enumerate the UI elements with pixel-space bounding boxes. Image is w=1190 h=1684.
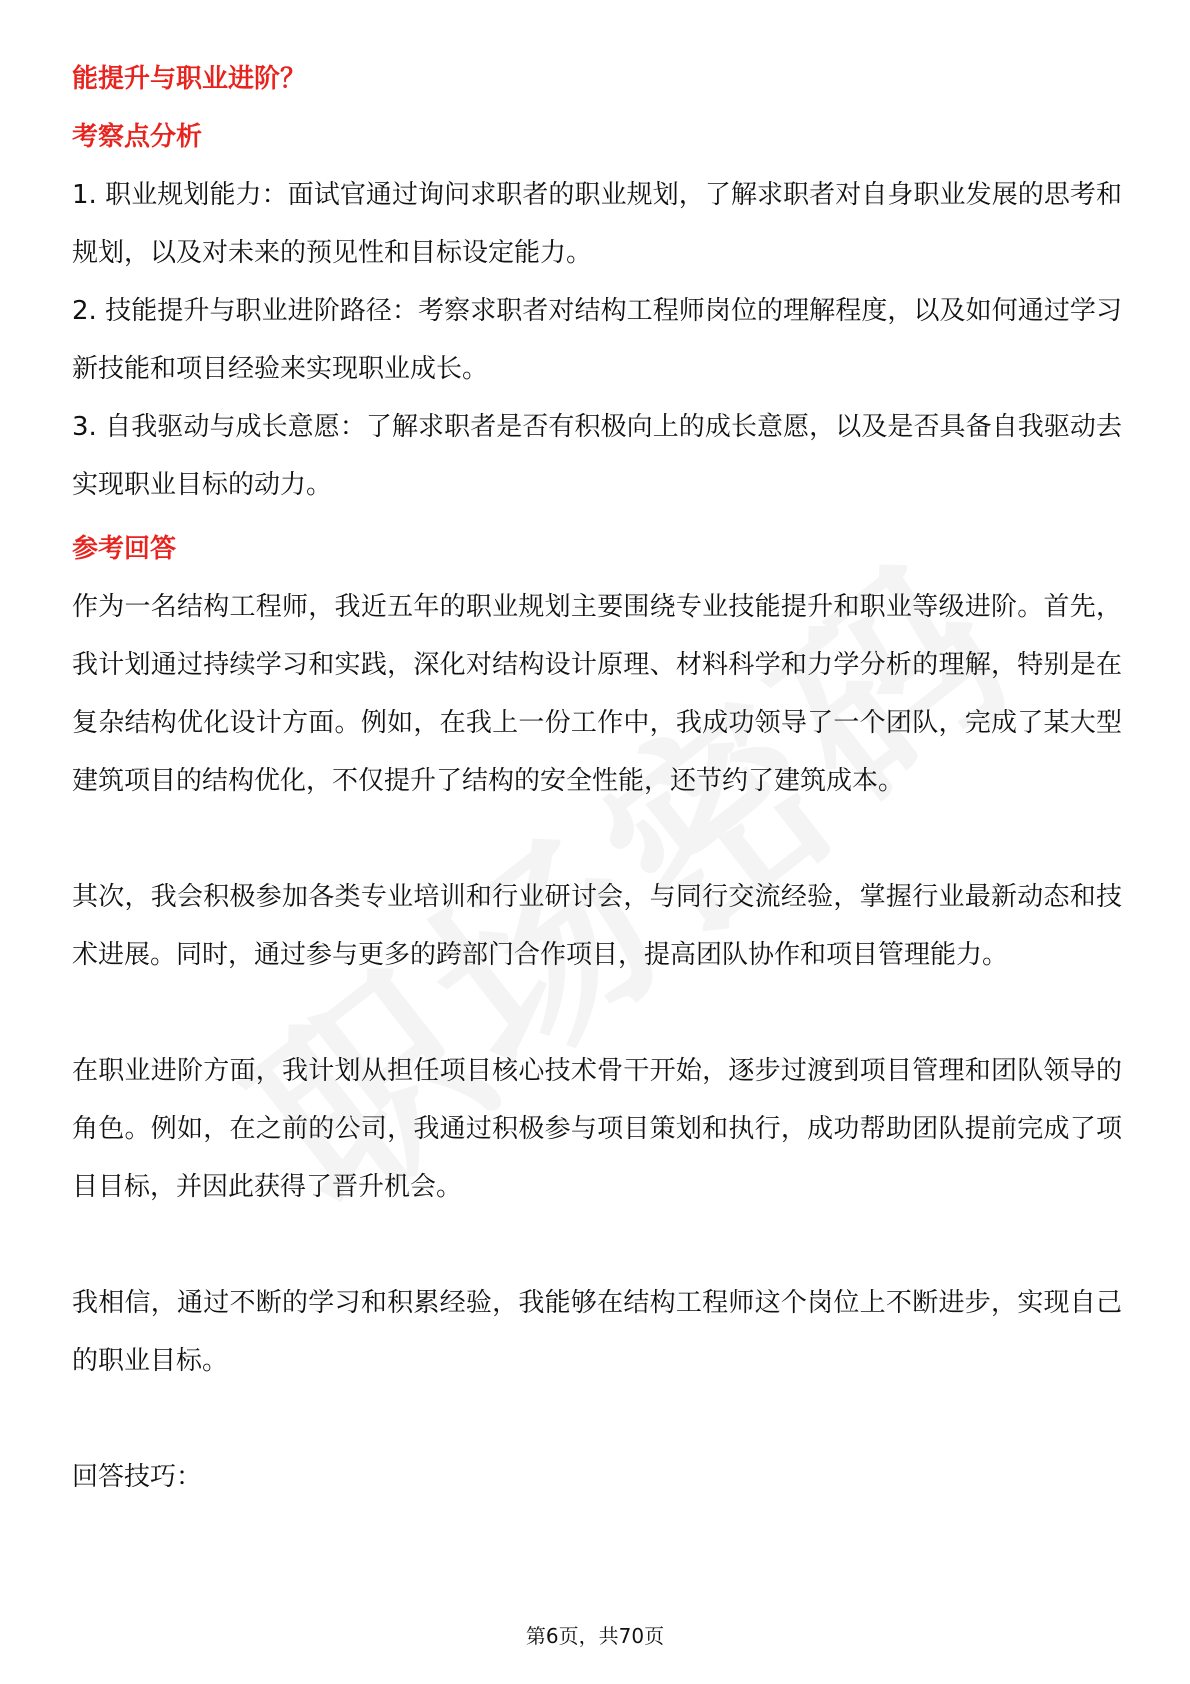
analysis-item: 1. 职业规划能力：面试官通过询问求职者的职业规划，了解求职者对自身职业发展的思考和规划，以及对未来的预见性和目标设定能力。	[72, 180, 1122, 268]
analysis-heading: 考察点分析	[72, 122, 203, 152]
tips-heading: 回答技巧：	[72, 1462, 203, 1492]
answer-heading: 参考回答	[72, 534, 177, 564]
page-number: 第6页，共70页	[525, 1624, 665, 1648]
answer-paragraph: 在职业进阶方面，我计划从担任项目核心技术骨干开始，逐步过渡到项目管理和团队领导的角色。例如，在之前的公司，我通过积极参与项目策划和执行，成功帮助团队提前完成了项目目标，并因此获得了晋升机会。	[72, 1056, 1122, 1202]
answer-paragraph: 作为一名结构工程师，我近五年的职业规划主要围绕专业技能提升和职业等级进阶。首先，我计划通过持续学习和实践，深化对结构设计原理、材料科学和力学分析的理解，特别是在复杂结构优化设计方面。例如，在我上一份工作中，我成功领导了一个团队，完成了某大型建筑项目的结构优化，不仅提升了结构的安全性能，还节约了建筑成本。	[72, 592, 1122, 796]
question-title-tail: 能提升与职业进阶？	[72, 64, 307, 94]
answer-paragraph: 我相信，通过不断的学习和积累经验，我能够在结构工程师这个岗位上不断进步，实现自己的职业目标。	[72, 1288, 1122, 1376]
analysis-item: 2. 技能提升与职业进阶路径：考察求职者对结构工程师岗位的理解程度，以及如何通过学习新技能和项目经验来实现职业成长。	[72, 296, 1122, 384]
analysis-item: 3. 自我驱动与成长意愿：了解求职者是否有积极向上的成长意愿，以及是否具备自我驱动去实现职业目标的动力。	[72, 412, 1122, 500]
document-page	[72, 50, 1122, 1506]
answer-paragraph: 其次，我会积极参加各类专业培训和行业研讨会，与同行交流经验，掌握行业最新动态和技术进展。同时，通过参与更多的跨部门合作项目，提高团队协作和项目管理能力。	[72, 882, 1122, 970]
